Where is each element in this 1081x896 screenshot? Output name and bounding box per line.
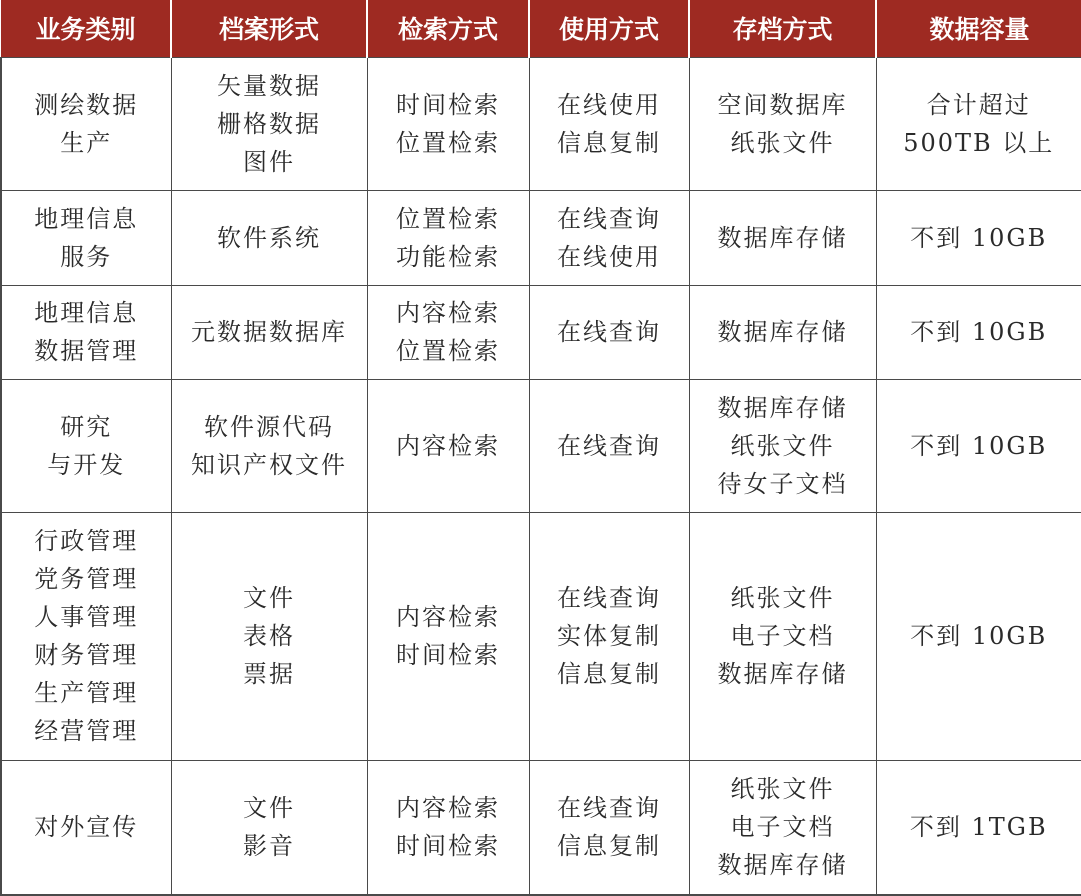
cell-business-category: 研究 与开发: [1, 379, 171, 512]
table-row: [1, 512, 1081, 760]
cell-usage-method: 在线查询 信息复制: [529, 760, 689, 895]
cell-archive-form: 文件 表格 票据: [171, 512, 367, 760]
cell-data-capacity: 不到 10GB: [876, 379, 1081, 512]
cell-storage-method: 数据库存储: [689, 190, 876, 285]
table-row: [1, 190, 1081, 285]
header-data-capacity: 数据容量: [876, 0, 1081, 57]
cell-usage-method: 在线查询 在线使用: [529, 190, 689, 285]
cell-storage-method: 纸张文件 电子文档 数据库存储: [689, 512, 876, 760]
cell-business-category: 行政管理 党务管理 人事管理 财务管理 生产管理 经营管理: [1, 512, 171, 760]
cell-retrieval-method: 位置检索 功能检索: [367, 190, 529, 285]
cell-retrieval-method: 内容检索 时间检索: [367, 760, 529, 895]
cell-storage-method: 数据库存储 纸张文件 待女子文档: [689, 379, 876, 512]
header-storage-method: 存档方式: [689, 0, 876, 57]
cell-data-capacity: 不到 10GB: [876, 190, 1081, 285]
cell-data-capacity: 不到 10GB: [876, 512, 1081, 760]
cell-business-category: 测绘数据 生产: [1, 57, 171, 190]
cell-data-capacity: 合计超过 500TB 以上: [876, 57, 1081, 190]
cell-business-category: 对外宣传: [1, 760, 171, 895]
cell-storage-method: 数据库存储: [689, 285, 876, 379]
table-row: [1, 379, 1081, 512]
cell-archive-form: 文件 影音: [171, 760, 367, 895]
cell-retrieval-method: 内容检索: [367, 379, 529, 512]
cell-storage-method: 空间数据库 纸张文件: [689, 57, 876, 190]
cell-archive-form: 矢量数据 栅格数据 图件: [171, 57, 367, 190]
cell-archive-form: 软件源代码 知识产权文件: [171, 379, 367, 512]
cell-retrieval-method: 时间检索 位置检索: [367, 57, 529, 190]
cell-usage-method: 在线查询 实体复制 信息复制: [529, 512, 689, 760]
cell-retrieval-method: 内容检索 时间检索: [367, 512, 529, 760]
header-business-category: 业务类别: [1, 0, 171, 57]
cell-archive-form: 软件系统: [171, 190, 367, 285]
cell-business-category: 地理信息 数据管理: [1, 285, 171, 379]
cell-retrieval-method: 内容检索 位置检索: [367, 285, 529, 379]
cell-data-capacity: 不到 10GB: [876, 285, 1081, 379]
table-header-row: [1, 0, 1081, 57]
cell-business-category: 地理信息 服务: [1, 190, 171, 285]
table-row: [1, 57, 1081, 190]
cell-usage-method: 在线查询: [529, 285, 689, 379]
cell-usage-method: 在线使用 信息复制: [529, 57, 689, 190]
table-row: [1, 285, 1081, 379]
header-archive-form: 档案形式: [171, 0, 367, 57]
cell-archive-form: 元数据数据库: [171, 285, 367, 379]
cell-storage-method: 纸张文件 电子文档 数据库存储: [689, 760, 876, 895]
table-row: [1, 760, 1081, 895]
cell-data-capacity: 不到 1TGB: [876, 760, 1081, 895]
header-usage-method: 使用方式: [529, 0, 689, 57]
cell-usage-method: 在线查询: [529, 379, 689, 512]
header-retrieval-method: 检索方式: [367, 0, 529, 57]
